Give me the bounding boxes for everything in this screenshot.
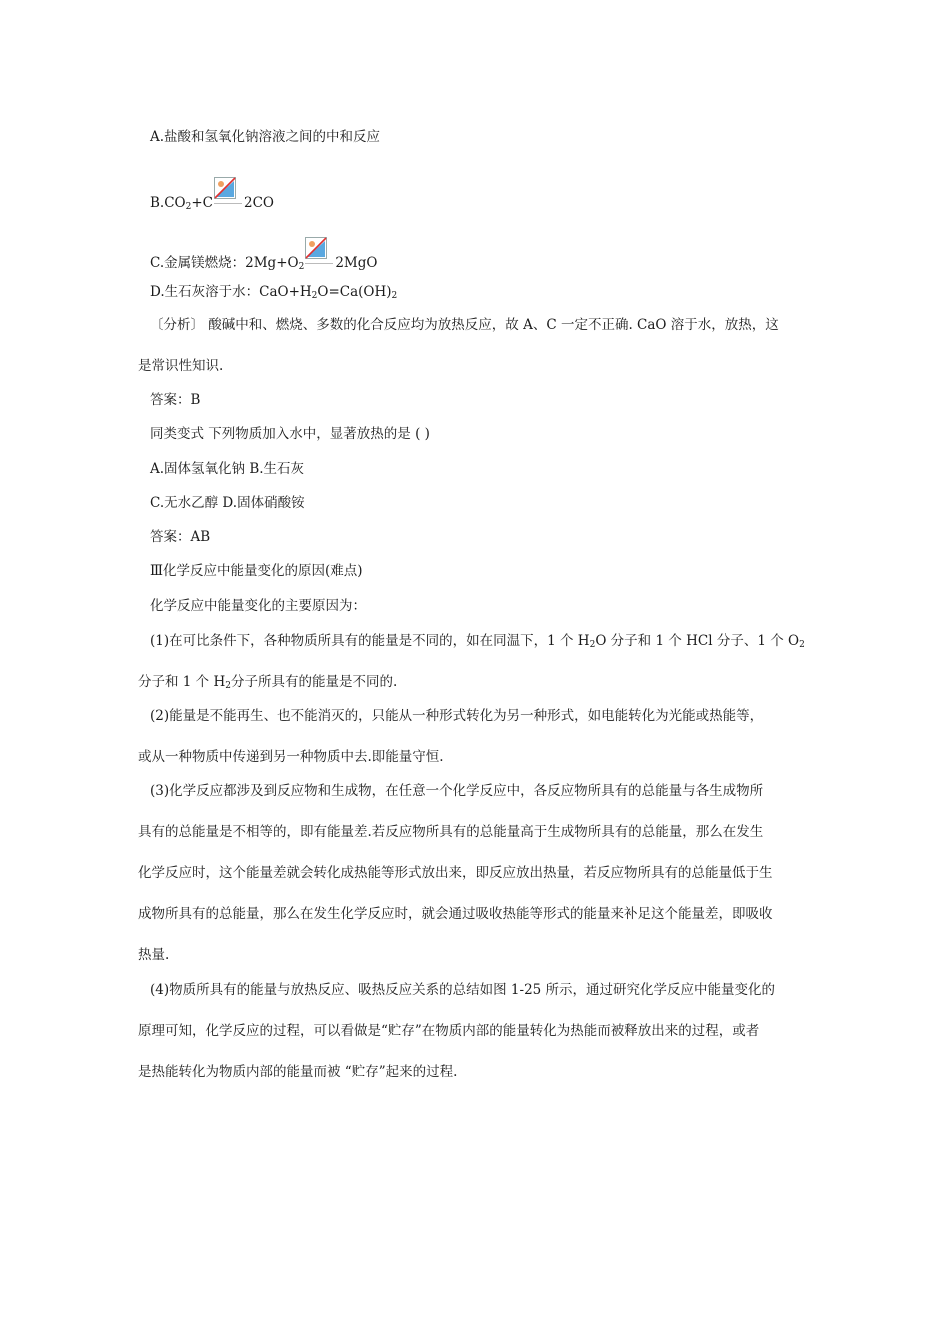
option-d: D.生石灰溶于水：$CaO+H_2O=Ca(OH)_2$	[150, 284, 398, 301]
paragraph-2-line-1: (2)能量是不能再生、也不能消灭的，只能从一种形式转化为另一种形式，如电能转化为光能或热能等，	[150, 708, 764, 724]
option-c: C.金属镁燃烧：$2Mg+O_2$ 2MgO	[150, 237, 377, 272]
paragraph-3-line-3: 化学反应时，这个能量差就会转化成热能等形式放出来，即反应放出热量，若反应物所具有的总能量低于生	[138, 865, 773, 881]
intro-line: 化学反应中能量变化的主要原因为：	[150, 598, 366, 614]
paragraph-3-line-4: 成物所具有的总能量，那么在发生化学反应时，就会通过吸收热能等形式的能量来补足这个能量差，即吸收	[138, 906, 773, 922]
broken-image-icon	[214, 177, 236, 199]
analysis-line-2: 是常识性知识.	[138, 358, 224, 374]
paragraph-1-line-1: (1)在可比条件下，各种物质所具有的能量是不同的，如在同温下，1 个 $H_2O$ 分子和 1 个 HCl 分子、1 个 $O_2$	[150, 633, 805, 650]
option-b: $B.CO_2+C$ 2CO	[150, 177, 274, 212]
analysis-line-1: 〔分析〕 酸碱中和、燃烧、多数的化合反应均为放热反应，故 A、C 一定不正确. CaO 溶于水，放热，这	[150, 317, 779, 333]
section-title: Ⅲ化学反应中能量变化的原因(难点)	[150, 563, 363, 579]
reaction-arrow	[214, 203, 242, 204]
paragraph-3-line-2: 具有的总能量是不相等的，即有能量差.若反应物所具有的总能量高于生成物所具有的总能量，那么在发生	[138, 824, 764, 840]
paragraph-3-line-5: 热量.	[138, 947, 170, 963]
paragraph-4-line-2: 原理可知，化学反应的过程，可以看做是“贮存”在物质内部的能量转化为热能而被释放出来的过程，或者	[138, 1023, 760, 1039]
paragraph-2-line-2: 或从一种物质中传递到另一种物质中去.即能量守恒.	[138, 749, 444, 765]
variant-options-ab: A.固体氢氧化钠 B.生石灰	[150, 461, 305, 477]
answer-2: 答案：AB	[150, 529, 211, 545]
reaction-arrow	[305, 263, 333, 264]
option-a: A.盐酸和氢氧化钠溶液之间的中和反应	[150, 129, 381, 145]
variant-options-cd: C.无水乙醇 D.固体硝酸铵	[150, 495, 305, 511]
broken-image-icon	[305, 237, 327, 259]
paragraph-4-line-1: (4)物质所具有的能量与放热反应、吸热反应关系的总结如图 1-25 所示，通过研究化学反应中能量变化的	[150, 982, 776, 998]
paragraph-1-line-2: 分子和 1 个 $H_2$分子所具有的能量是不同的.	[138, 674, 398, 691]
paragraph-3-line-1: (3)化学反应都涉及到反应物和生成物，在任意一个化学反应中，各反应物所具有的总能量与各生成物所	[150, 783, 764, 799]
answer-1: 答案：B	[150, 392, 201, 408]
paragraph-4-line-3: 是热能转化为物质内部的能量而被 “贮存”起来的过程.	[138, 1064, 458, 1080]
variant-question: 同类变式 下列物质加入水中，显著放热的是 ( )	[150, 426, 430, 442]
